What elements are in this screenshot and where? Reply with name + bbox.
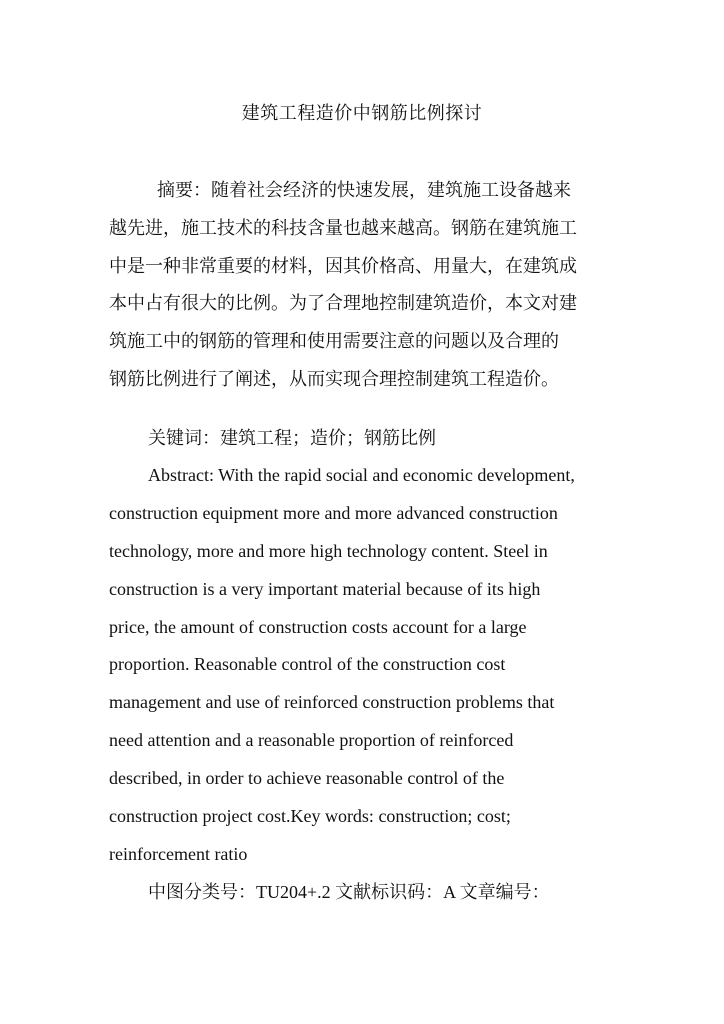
abstract-cn-line: 摘要：随着社会经济的快速发展，建筑施工设备越来: [157, 180, 571, 200]
abstract-en-line: proportion. Reasonable control of the construction cost: [109, 654, 506, 674]
abstract-cn-line: 中是一种非常重要的材料，因其价格高、用量大，在建筑成: [109, 256, 577, 276]
document-title: 建筑工程造价中钢筋比例探讨: [241, 103, 483, 123]
abstract-en-line: construction project cost.Key words: construction; cost;: [109, 806, 511, 826]
abstract-cn-line: 越先进，施工技术的科技含量也越来越高。钢筋在建筑施工: [109, 218, 577, 238]
abstract-en-line: construction is a very important material because of its high: [109, 579, 541, 599]
abstract-en-line: Abstract: With the rapid social and economic development,: [148, 465, 575, 485]
abstract-cn-line: 本中占有很大的比例。为了合理地控制建筑造价，本文对建: [109, 293, 577, 313]
abstract-en-line: need attention and a reasonable proportion of reinforced: [109, 730, 514, 750]
abstract-en-line: price, the amount of construction costs account for a large: [109, 617, 527, 637]
classification-line: 中图分类号：TU204+.2 文献标识码：A 文章编号：: [148, 882, 550, 902]
abstract-cn-line: 钢筋比例进行了阐述，从而实现合理控制建筑工程造价。: [109, 369, 559, 389]
abstract-en-line: described, in order to achieve reasonable control of the: [109, 768, 505, 788]
abstract-en-line: reinforcement ratio: [109, 844, 248, 864]
abstract-cn-line: 筑施工中的钢筋的管理和使用需要注意的问题以及合理的: [109, 331, 559, 351]
keywords-cn: 关键词：建筑工程；造价；钢筋比例: [148, 428, 436, 448]
abstract-en-line: technology, more and more high technology content. Steel in: [109, 541, 548, 561]
abstract-en-line: management and use of reinforced construction problems that: [109, 692, 555, 712]
abstract-en-line: construction equipment more and more advanced construction: [109, 503, 558, 523]
